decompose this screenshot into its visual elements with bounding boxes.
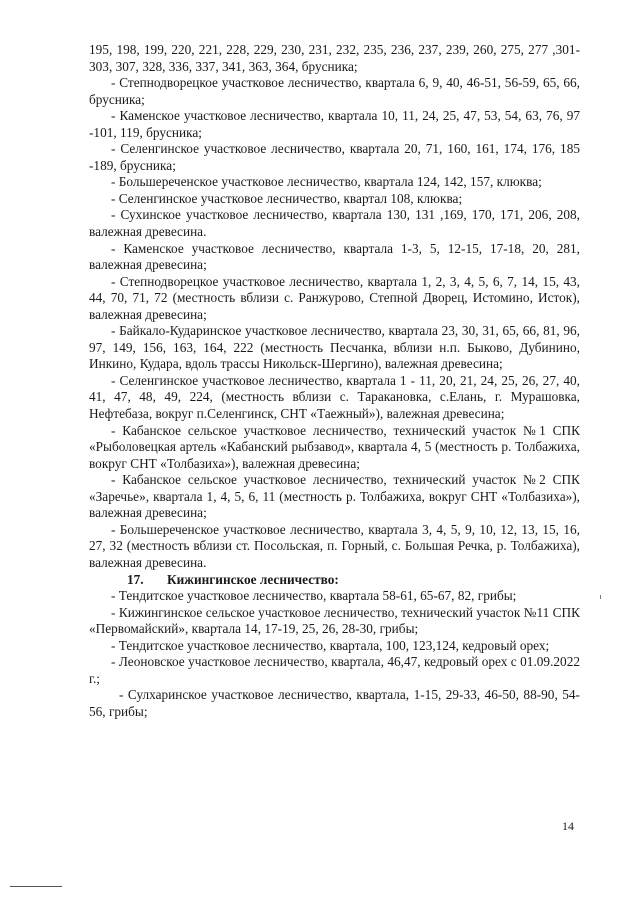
paragraph: - Леоновское участковое лесничество, квартала, 46,47, кедровый орех с 01.09.2022 г.; [89, 654, 580, 686]
paragraph: - Сулхаринское участковое лесничество, квартала, 1-15, 29-33, 46-50, 88-90, 54-56, грибы; [89, 687, 580, 719]
margin-mark [600, 595, 601, 599]
footnote-rule [10, 886, 62, 887]
paragraph: - Степнодворецкое участковое лесничество, квартала 1, 2, 3, 4, 5, 6, 7, 14, 15, 43, 44, 70, 71, 72 (местность вблизи с. Ранжурово, Степной Дворец, Истомино, Исток), валежная древесина; [89, 273, 580, 322]
paragraph: - Каменское участковое лесничество, квартала 1-3, 5, 12-15, 17-18, 20, 281, валежная древесина; [89, 240, 580, 273]
section-heading [89, 572, 580, 589]
paragraph: - Кижингинское сельское участковое лесничество, технический участок №11 СПК «Первомайский», квартала 14, 17-19, 25, 26, 28-30, грибы; [89, 604, 580, 637]
section-number: 17. [127, 571, 144, 587]
paragraph: - Селенгинское участковое лесничество, квартала 20, 71, 160, 161, 174, 176, 185 -189, брусника; [89, 141, 580, 173]
document-body [89, 42, 580, 720]
paragraph: - Селенгинское участковое лесничество, квартала 1 - 11, 20, 21, 24, 25, 26, 27, 40, 41, 47, 48, 49, 224, (местность вблизи с. Таракановка, с.Елань, г. Мурашовка, Нефтебаза, вокруг п.Селенгинск, СНТ «Таежный»), валежная древесина; [89, 372, 580, 422]
paragraph: - Большереченское участковое лесничество, квартала 3, 4, 5, 9, 10, 12, 13, 15, 16, 27, 32 (местность вблизи ст. Посольская, п. Горный, с. Большая Речка, р. Толбажиха), валежная древесина. [89, 521, 580, 570]
paragraph: - Байкало-Кударинское участковое лесничество, квартала 23, 30, 31, 65, 66, 81, 96, 97, 149, 156, 163, 164, 222 (местность Песчанка, вблизи н.п. Быково, Дубинино, Инкино, Кудара, вдоль трассы Никольск-Шергино), валежная древесина; [89, 323, 580, 372]
paragraph: - Тендитское участковое лесничество, квартала, 100, 123,124, кедровый орех; [111, 637, 550, 653]
paragraph: - Сухинское участковое лесничество, квартала 130, 131 ,169, 170, 171, 206, 208, валежная древесина. [89, 207, 580, 240]
page-number: 14 [562, 819, 574, 833]
paragraph: - Большереченское участковое лесничество, квартала 124, 142, 157, клюква; [111, 174, 542, 190]
section-title: Кижингинское лесничество: [167, 571, 339, 587]
paragraph: - Каменское участковое лесничество, квартала 10, 11, 24, 25, 47, 53, 54, 63, 76, 97 -101, 119, брусника; [89, 108, 580, 140]
paragraph: - Селенгинское участковое лесничество, квартал 108, клюква; [111, 190, 463, 206]
paragraph: - Степнодворецкое участковое лесничество, квартала 6, 9, 40, 46-51, 56-59, 65, 66, брусника; [89, 75, 580, 107]
paragraph: 195, 198, 199, 220, 221, 228, 229, 230, 231, 232, 235, 236, 237, 239, 260, 275, 277 ,301-303, 307, 328, 336, 337, 341, 363, 364, брусника; [89, 42, 580, 74]
paragraph: - Тендитское участковое лесничество, квартала 58-61, 65-67, 82, грибы; [111, 588, 517, 604]
paragraph: - Кабанское сельское участковое лесничество, технический участок №1 СПК «Рыболовецкая артель «Кабанский рыбзавод», квартала 4, 5 (местность р. Толбажиха, вокруг СНТ «Толбазиха»), валежная древесина; [89, 422, 580, 471]
paragraph: - Кабанское сельское участковое лесничество, технический участок №2 СПК «Заречье», квартала 1, 4, 5, 6, 11 (местность р. Толбажиха, вокруг СНТ «Толбазиха»), валежная древесина; [89, 472, 580, 521]
